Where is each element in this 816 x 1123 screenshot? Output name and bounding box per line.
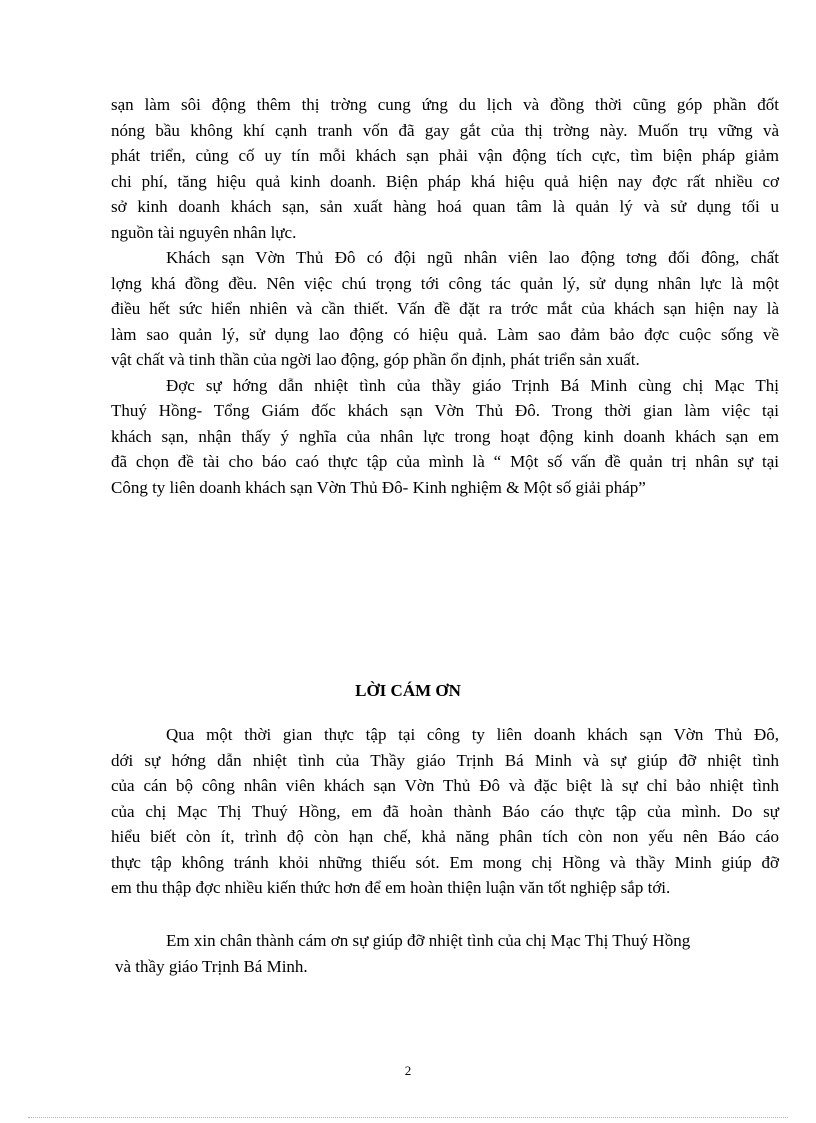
body-line: hiểu biết còn ít, trình độ còn hạn chế, khả năng phân tích còn non yếu nên Báo cáo [111,827,779,846]
body-line: Em xin chân thành cám ơn sự giúp đỡ nhiệt tình của chị Mạc Thị Thuý Hồng [166,931,691,950]
body-line: Công ty liên doanh khách sạn Vờn Thủ Đô- Kinh nghiệm & Một số giải pháp” [111,477,646,497]
body-line: nóng bầu không khí cạnh tranh vốn đã gay gắt của thị trờng này. Muốn trụ vững và [111,120,779,140]
body-line: làm sao quản lý, sử dụng lao động có hiệu quả. Làm sao đảm bảo đợc cuộc sống về [111,324,779,344]
section-heading: LỜI CÁM ƠN [355,681,461,700]
page-bottom-divider [28,1117,788,1118]
body-line: khách sạn, nhận thấy ý nghĩa của nhân lực trong hoạt động kinh doanh khách sạn em [111,426,779,446]
body-line: Qua một thời gian thực tập tại công ty liên doanh khách sạn Vờn Thủ Đô, [166,725,779,744]
body-line: của chị Mạc Thị Thuý Hồng, em đã hoàn thành Báo cáo thực tập của mình. Do sự [111,801,779,821]
body-line: và thầy giáo Trịnh Bá Minh. [115,956,308,976]
body-line: Đợc sự hớng dẫn nhiệt tình của thầy giáo Trịnh Bá Minh cùng chị Mạc Thị [166,375,779,395]
closing-paragraph [111,928,779,979]
body-line: phát triển, củng cố uy tín mỗi khách sạn phải vận động tích cực, tìm biện pháp giảm [111,146,779,165]
body-line: chi phí, tăng hiệu quả kinh doanh. Biện pháp khá hiệu quả hiện nay đợc rất nhiều cơ [111,171,779,191]
body-line: điều hết sức hiển nhiên và cần thiết. Vấn đề đặt ra trớc mắt của khách sạn hiện nay là [111,299,779,318]
body-line: Khách sạn Vờn Thủ Đô có đội ngũ nhân viên lao động tơng đối đông, chất [166,248,779,267]
body-line: đã chọn đề tài cho báo caó thực tập của mình là “ Một số vấn đề quản trị nhân sự tại [111,452,779,471]
page-number: 2 [404,1063,412,1078]
body-line: sở kinh doanh khách sạn, sản xuất hàng hoá quan tâm là quản lý và sử dụng tối u [111,197,779,216]
body-line: thực tập không tránh khỏi những thiếu sót. Em mong chị Hồng và thầy Minh giúp đỡ [111,852,779,872]
intro-paragraphs [111,92,779,500]
body-line: sạn làm sôi động thêm thị trờng cung ứng du lịch và đồng thời cũng góp phần đốt [111,95,779,114]
body-line: nguồn tài nguyên nhân lực. [111,222,297,242]
body-line: dới sự hớng dẫn nhiệt tình của Thầy giáo Trịnh Bá Minh và sự giúp đỡ nhiệt tình [111,750,779,770]
body-line: của cán bộ công nhân viên khách sạn Vờn Thủ Đô và đặc biệt là sự chỉ bảo nhiệt tình [111,776,779,795]
thanks-paragraph [111,722,779,901]
body-line: lợng khá đồng đều. Nên việc chú trọng tới công tác quản lý, sử dụng nhân lực là một [111,273,779,293]
body-line: Thuý Hồng- Tổng Giám đốc khách sạn Vờn Thủ Đô. Trong thời gian làm việc tại [111,401,779,420]
body-line: vật chất và tinh thần của ngời lao động, góp phần ổn định, phát triển sản xuất. [111,350,640,369]
body-line: em thu thập đợc nhiều kiến thức hơn để em hoàn thiện luận văn tốt nghiệp sắp tới. [111,878,671,897]
